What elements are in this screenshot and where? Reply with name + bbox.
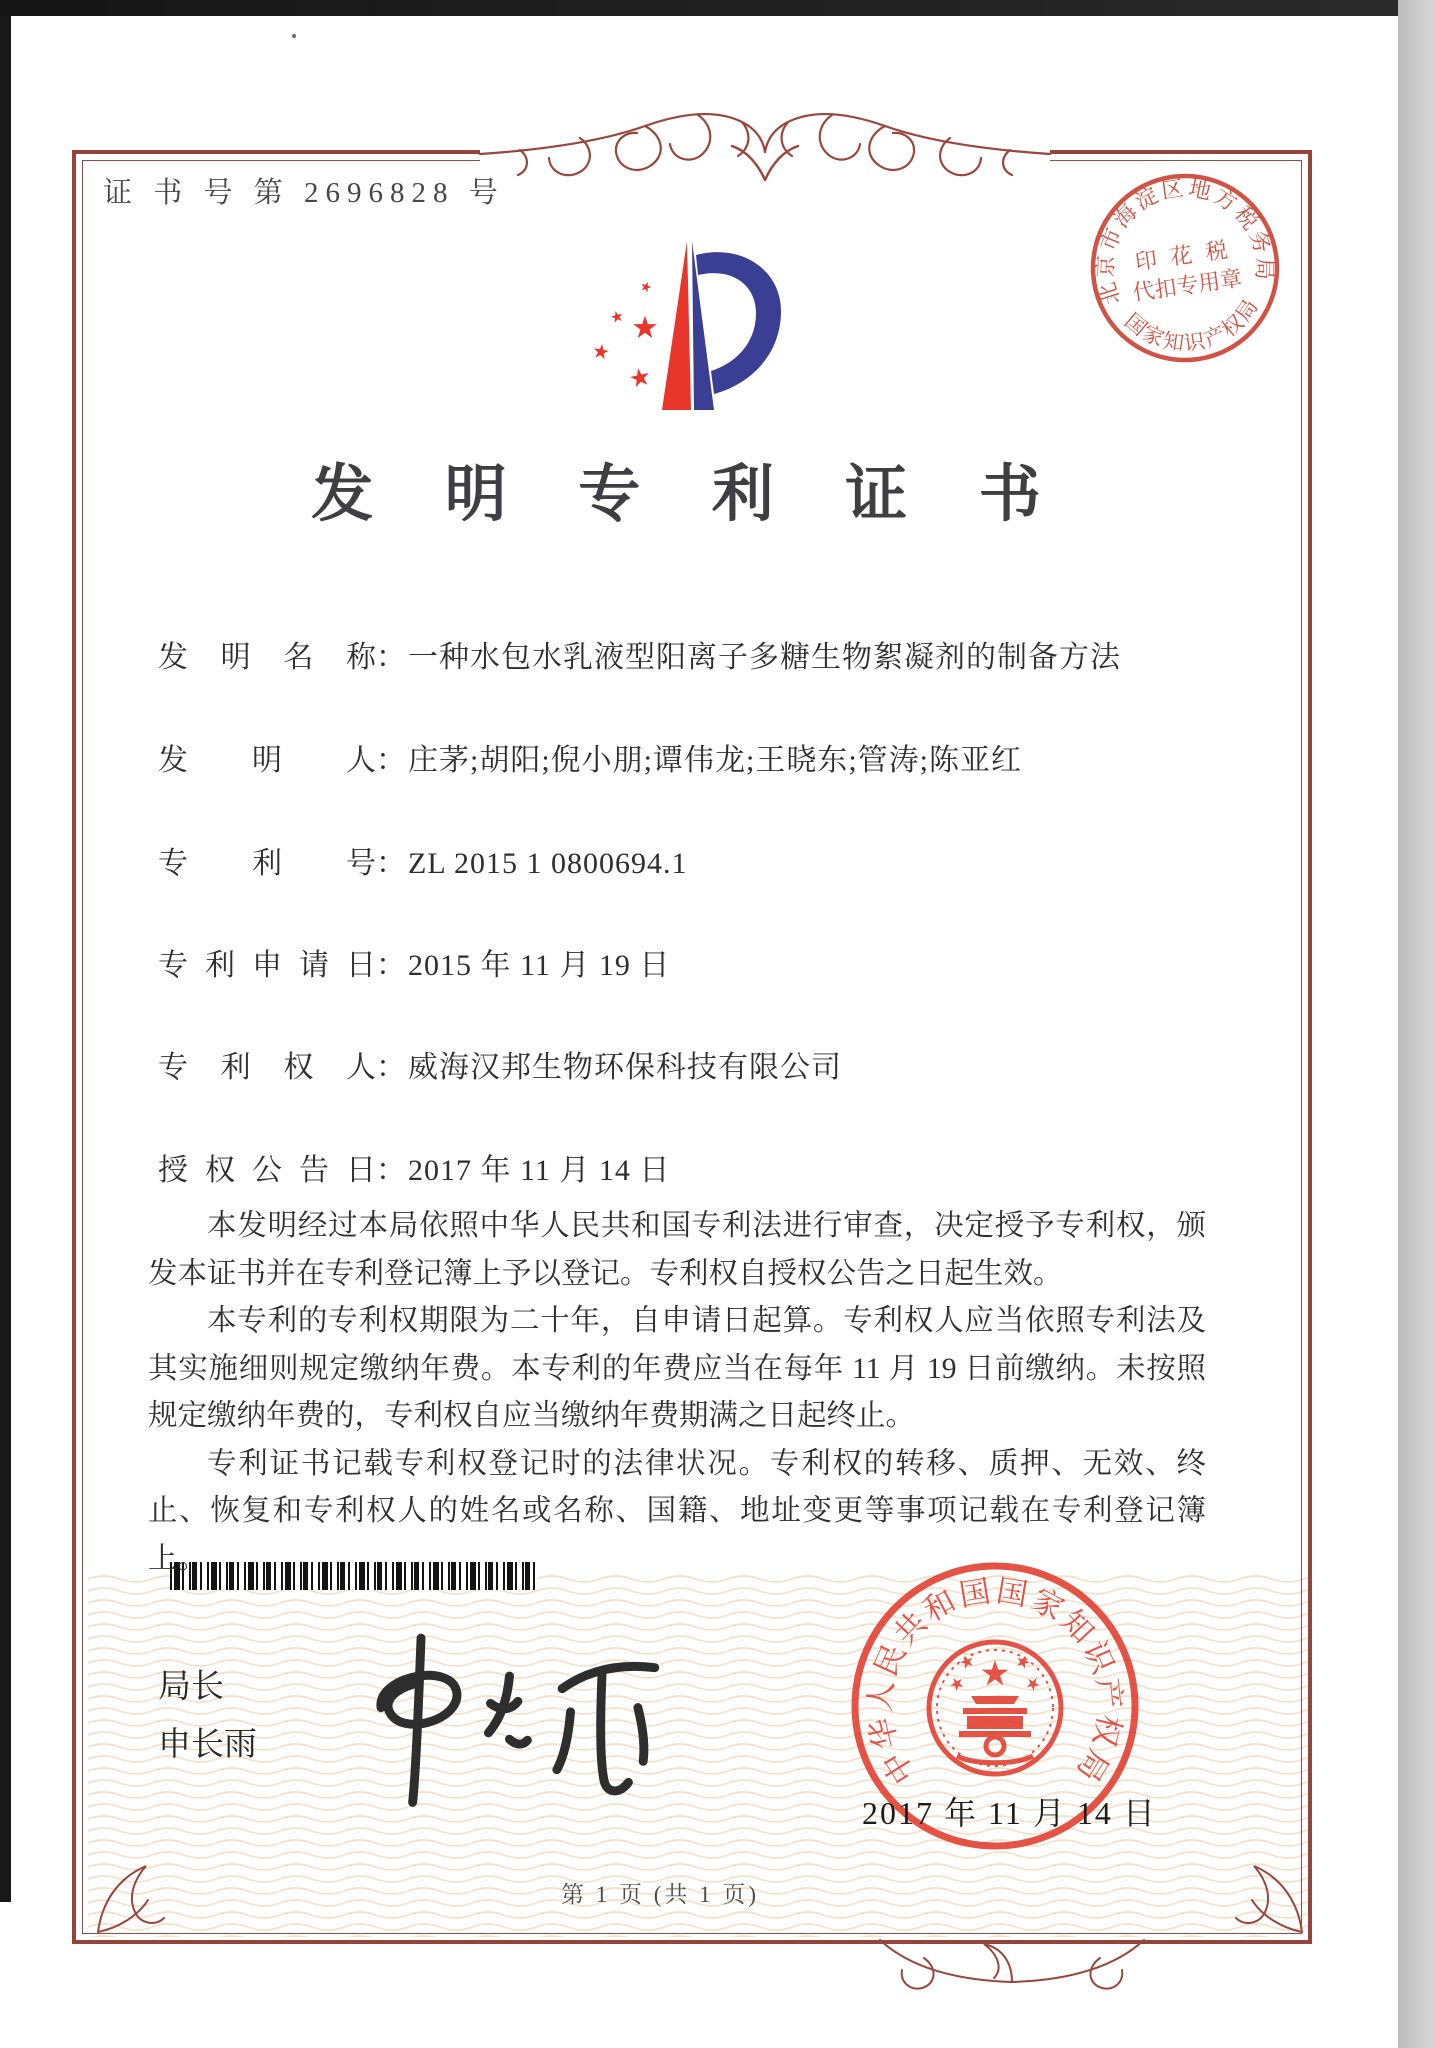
field-label: 专利号 [158,847,376,880]
field-colon: ： [376,641,406,674]
field-colon: ： [376,949,406,982]
field-value: 2017 年 11 月 14 日 [408,1154,671,1187]
legal-paragraph-3: 专利证书记载专利权登记时的法律状况。专利权的转移、质押、无效、终止、恢复和专利权人的姓名或名称、国籍、地址变更等事项记载在专利登记簿上。 [148,1447,1206,1575]
field-label: 发明名称 [158,641,376,674]
tax-stamp-seal [1072,155,1298,381]
field-value: 2015 年 11 月 19 日 [408,949,671,982]
tax-stamp-bottom-text: 国家知识产权局 [1119,293,1264,356]
page-footer: 第 1 页 (共 1 页) [560,1882,760,1907]
corner-flourish-bottom-left [88,1842,188,1938]
field-invention-name [158,632,1121,676]
issue-date: 2017 年 11 月 14 日 [862,1795,1157,1831]
legal-paragraph-2: 本专利的专利权期限为二十年，自申请日起算。专利权人应当依照专利法及其实施细则规定缴纳年费。本专利的年费应当在每年 11 月 19 日前缴纳。未按照规定缴纳年费的，专利权自应当缴纳年费期满之日起终止。 [148,1305,1206,1432]
legal-text [148,1203,1206,1583]
officer-title: 局长 [158,1667,224,1704]
tax-stamp-center-line2: 代扣专用章 [1131,265,1244,306]
tax-stamp-top-text: 北京市海淀区地方税务局 [1092,175,1278,308]
corner-flourish-bottom-right [1212,1842,1312,1938]
field-colon: ： [376,1154,406,1187]
field-colon: ： [376,1051,406,1084]
scan-dot-artifact [292,34,296,38]
national-emblem [929,1642,1061,1774]
scan-edge-right [1398,0,1435,2048]
certificate-number: 证 书 号 第 2696828 号 [103,177,505,209]
top-scroll-ornament [460,88,1070,200]
scan-edge-bottom [0,0,1404,16]
director-signature [340,1615,700,1815]
field-value: 威海汉邦生物环保科技有限公司 [408,1051,842,1084]
field-colon: ： [376,744,406,777]
field-value: ZL 2015 1 0800694.1 [408,847,688,880]
field-label: 发明人 [158,744,376,777]
field-inventors [158,735,1022,779]
field-patent-number [158,838,688,882]
scan-edge-left [0,0,11,1902]
field-colon: ： [376,847,406,880]
sipo-logo [590,195,790,425]
field-label: 授权公告日 [158,1154,376,1187]
field-filing-date [158,940,670,984]
field-patentee [158,1042,842,1086]
tax-stamp-center-line1: 印 花 税 [1133,236,1234,275]
field-label: 专利申请日 [158,949,376,982]
field-value: 庄茅;胡阳;倪小朋;谭伟龙;王晓东;管涛;陈亚红 [408,744,1023,777]
official-seal-arc-text: 中华人民共和国国家知识产权局 [861,1572,1129,1791]
officer-name: 申长雨 [158,1725,257,1762]
field-label: 专利权人 [158,1051,376,1084]
certificate-title: 发 明 专 利 证 书 [311,461,1069,529]
legal-paragraph-1: 本发明经过本局依照中华人民共和国专利法进行审查，决定授予专利权，颁发本证书并在专利登记簿上予以登记。专利权自授权公告之日起生效。 [148,1210,1206,1290]
bottom-scroll-ornament [862,1932,1162,2010]
field-grant-date [158,1145,670,1189]
field-value: 一种水包水乳液型阳离子多糖生物絮凝剂的制备方法 [408,641,1121,674]
